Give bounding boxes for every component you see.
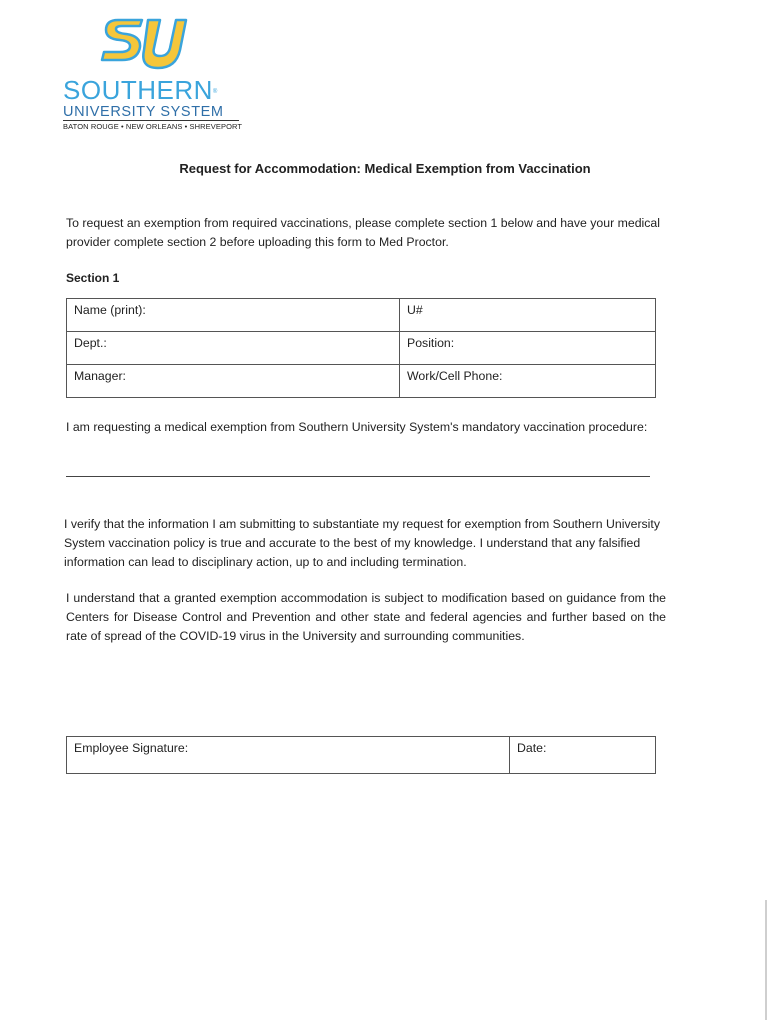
dept-field[interactable] [67,332,400,365]
scan-edge-mark [765,900,767,1020]
understand-statement: I understand that a granted exemption accommodation is subject to modification based on guidance from the Centers for Disease Control and Prevention and other state and federal agencies and further based on the rate of spread of the COVID-19 virus in the University and surrounding communities. [66,591,666,643]
manager-label: Manager: [74,369,126,383]
employee-info-table [66,298,656,398]
logo-divider [63,120,239,121]
phone-label: Work/Cell Phone: [407,369,503,383]
university-logo [60,14,250,136]
logo-text-university-system: UNIVERSITY SYSTEM [63,104,224,120]
logo-text-campuses: BATON ROUGE • NEW ORLEANS • SHREVEPORT [63,122,243,131]
position-label: Position: [407,336,455,350]
phone-field[interactable] [400,365,656,398]
employee-signature-field[interactable] [67,737,510,774]
date-field[interactable] [510,737,656,774]
verify-statement: I verify that the information I am submitting to substantiate my request for exemption from Southern University System vaccination policy is true and accurate to the best of my knowledge. I understand that any falsified information can lead to disciplinary action, up to and including termination. [64,517,660,569]
su-monogram-icon [100,14,190,72]
document-title: Request for Accommodation: Medical Exemption from Vaccination [179,161,591,176]
intro-paragraph: To request an exemption from required vaccinations, please complete section 1 below and have your medical provider complete section 2 before uploading this form to Med Proctor. [66,216,660,249]
request-statement: I am requesting a medical exemption from Southern University System's mandatory vaccination procedure: [66,420,648,434]
u-number-field[interactable] [400,299,656,332]
name-field[interactable] [67,299,400,332]
signature-table [66,736,656,774]
logo-text-southern: SOUTHERN® [63,75,218,105]
name-label: Name (print): [74,303,146,317]
reason-entry-line[interactable] [66,476,650,477]
date-label: Date: [517,741,547,755]
section-1-heading: Section 1 [66,271,120,285]
dept-label: Dept.: [74,336,107,350]
position-field[interactable] [400,332,656,365]
employee-signature-label: Employee Signature: [74,741,189,755]
manager-field[interactable] [67,365,400,398]
u-number-label: U# [407,303,423,317]
